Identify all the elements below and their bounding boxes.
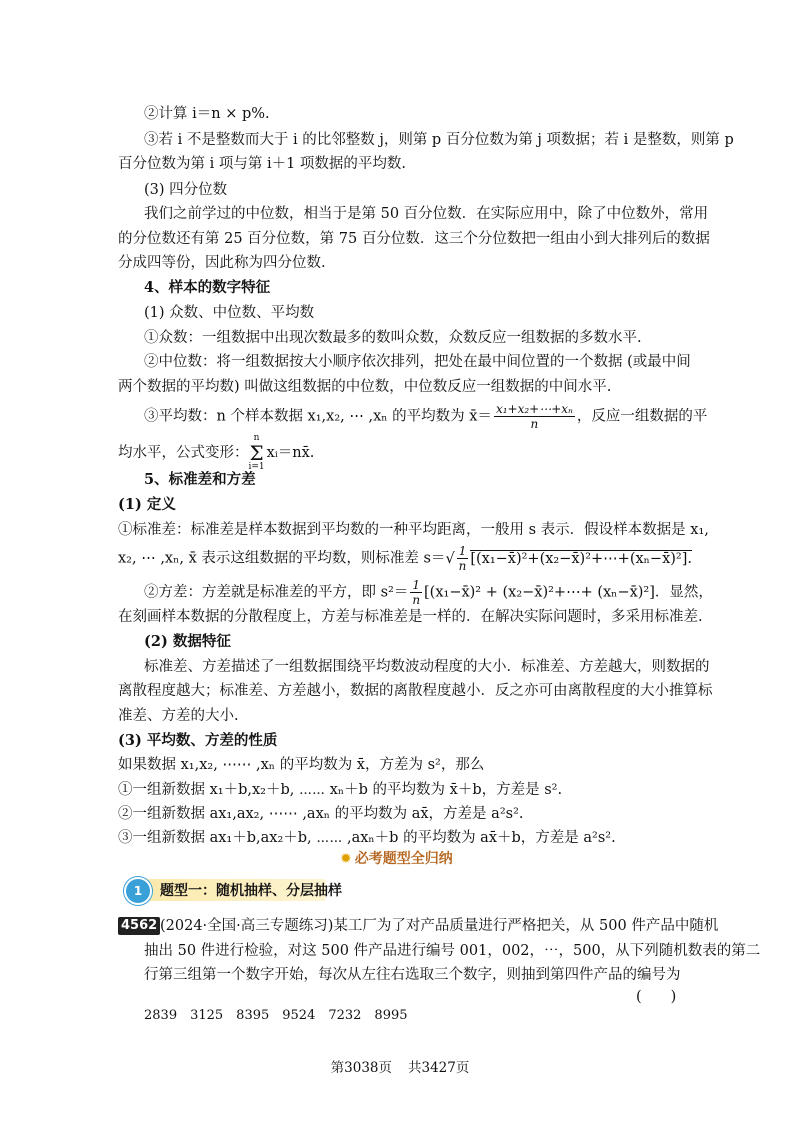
sum-upper: n	[253, 433, 260, 443]
line-3: 百分位数为第 i 项与第 i＋1 项数据的平均数.	[118, 156, 407, 172]
variance-denominator: n	[412, 593, 421, 607]
line-17: ①标准差：标准差是样本数据到平均数的一种平均距离，一般用 s 表示．假设样本数据是 x₁,	[118, 522, 709, 538]
line-29: ③一组新数据 ax₁＋b,ax₂＋b, ⋯⋯ ,axₙ＋b 的平均数为 ax̄＋b，方差是 a²s².	[118, 830, 616, 846]
stddev-denominator: n	[458, 559, 467, 573]
line-20: 在刻画样本数据的分散程度上，方差与标准差是一样的．在解决实际问题时，多采用标准差.	[118, 609, 703, 625]
line-4: (3) 四分位数	[144, 182, 228, 198]
line-8: 4、样本的数字特征	[144, 279, 271, 296]
type-title: 题型一：随机抽样、分层抽样	[160, 883, 342, 899]
line-13-text-a: ③平均数：n 个样本数据 x₁,x₂, ⋯ ,xₙ 的平均数为 x̄＝	[144, 408, 492, 425]
page-footer	[0, 1056, 800, 1076]
section-banner-label: 必考题型全归纳	[354, 851, 453, 867]
type-number-badge: 1	[124, 877, 152, 905]
question-id-badge: 4562	[118, 917, 160, 935]
line-2: ③若 i 不是整数而大于 i 的比邻整数 j，则第 p 百分位数为第 j 项数据；若 i 是整数，则第 p	[144, 132, 734, 148]
page-number: 第3038页	[330, 1060, 392, 1076]
line-12: 两个数据的平均数) 叫做这组数据的中位数，中位数反应一组数据的中间水平.	[118, 379, 612, 395]
section-banner	[340, 848, 453, 868]
line-14	[118, 434, 314, 472]
mean-denominator: n	[530, 417, 539, 431]
line-23: 离散程度越大；标准差、方差越小，数据的离散程度越小．反之亦可由离散程度的大小推算标	[118, 683, 713, 699]
line-27: ①一组新数据 x₁＋b,x₂＋b, ⋯⋯ xₙ＋b 的平均数为 x̄＋b，方差是 s².	[118, 782, 563, 798]
line-14-text-a: 均水平，公式变形：	[118, 445, 249, 461]
line-5: 我们之前学过的中位数，相当于是第 50 百分位数．在实际应用中，除了中位数外，常用	[144, 206, 709, 222]
line-7: 分成四等份，因此称为四分位数.	[118, 255, 326, 271]
line-26: 如果数据 x₁,x₂, ⋯⋯ ,xₙ 的平均数为 x̄，方差为 s²，那么	[118, 757, 485, 773]
variance-fraction	[410, 578, 422, 607]
random-number-row: 2839 3125 8395 9524 7232 8995	[144, 1008, 408, 1023]
line-19-text-b: [(x₁−x̄)² + (x₂−x̄)²+⋯+ (xₙ−x̄)²]．显然，	[424, 584, 713, 601]
line-10: ①众数：一组数据中出现次数最多的数叫众数，众数反应一组数据的多数水平.	[144, 330, 642, 346]
line-25: (3) 平均数、方差的性质	[118, 732, 278, 749]
answer-paren: ( )	[636, 989, 677, 1005]
mean-numerator: x₁+x₂+⋯+xₙ	[495, 402, 573, 416]
variance-numerator: 1	[412, 578, 421, 592]
sum-lower: i=1	[248, 462, 265, 472]
line-13	[144, 402, 707, 431]
line-13-text-b: ，反应一组数据的平	[576, 408, 708, 425]
question-line-3: 行第三组第一个数字开始，每次从左往右选取三个数字，则抽到第四件产品的编号为	[144, 967, 681, 983]
line-19	[144, 578, 713, 607]
question-line-2: 抽出 50 件进行检验，对这 500 件产品进行编号 001，002，⋯，500，从下列随机数表的第二	[144, 943, 761, 959]
mean-fraction	[494, 402, 575, 431]
line-6: 的分位数还有第 25 百分位数，第 75 百分位数．这三个分位数把一组由小到大排列后的数据	[118, 231, 710, 247]
line-18	[118, 544, 692, 573]
sqrt-symbol: √	[445, 550, 455, 567]
line-18-text-a: x₂, ⋯ ,xₙ, x̄ 表示这组数据的平均数，则标准差 s＝	[118, 550, 446, 567]
sum-symbol: n Σ i=1	[248, 433, 265, 472]
line-18-text-b: [(x₁−x̄)²+(x₂−x̄)²+⋯+(xₙ−x̄)²].	[470, 550, 692, 567]
line-21: (2) 数据特征	[144, 633, 231, 650]
line-28: ②一组新数据 ax₁,ax₂, ⋯⋯ ,axₙ 的平均数为 ax̄，方差是 a²s².	[118, 806, 524, 822]
line-15: 5、标准差和方差	[144, 471, 256, 488]
lightbulb-icon: ✹	[340, 851, 352, 867]
line-14-text-b: xᵢ＝nx̄.	[266, 445, 315, 461]
question-line-1: (2024·全国·高三专题练习)某工厂为了对产品质量进行严格把关，从 500 件产品中随机	[160, 918, 719, 934]
line-16: (1) 定义	[118, 496, 176, 513]
line-1: ②计算 i＝n × p%.	[144, 106, 270, 122]
stddev-numerator: 1	[458, 544, 467, 558]
line-24: 准差、方差的大小.	[118, 708, 239, 724]
page-total: 共3427页	[408, 1060, 470, 1076]
line-22: 标准差、方差描述了一组数据围绕平均数波动程度的大小．标准差、方差越大，则数据的	[144, 659, 710, 675]
line-9: (1) 众数、中位数、平均数	[144, 305, 315, 321]
line-11: ②中位数：将一组数据按大小顺序依次排列，把处在最中间位置的一个数据 (或最中间	[144, 354, 691, 370]
line-19-text-a: ②方差：方差就是标准差的平方，即 s²＝	[144, 584, 409, 601]
stddev-fraction	[457, 544, 469, 573]
